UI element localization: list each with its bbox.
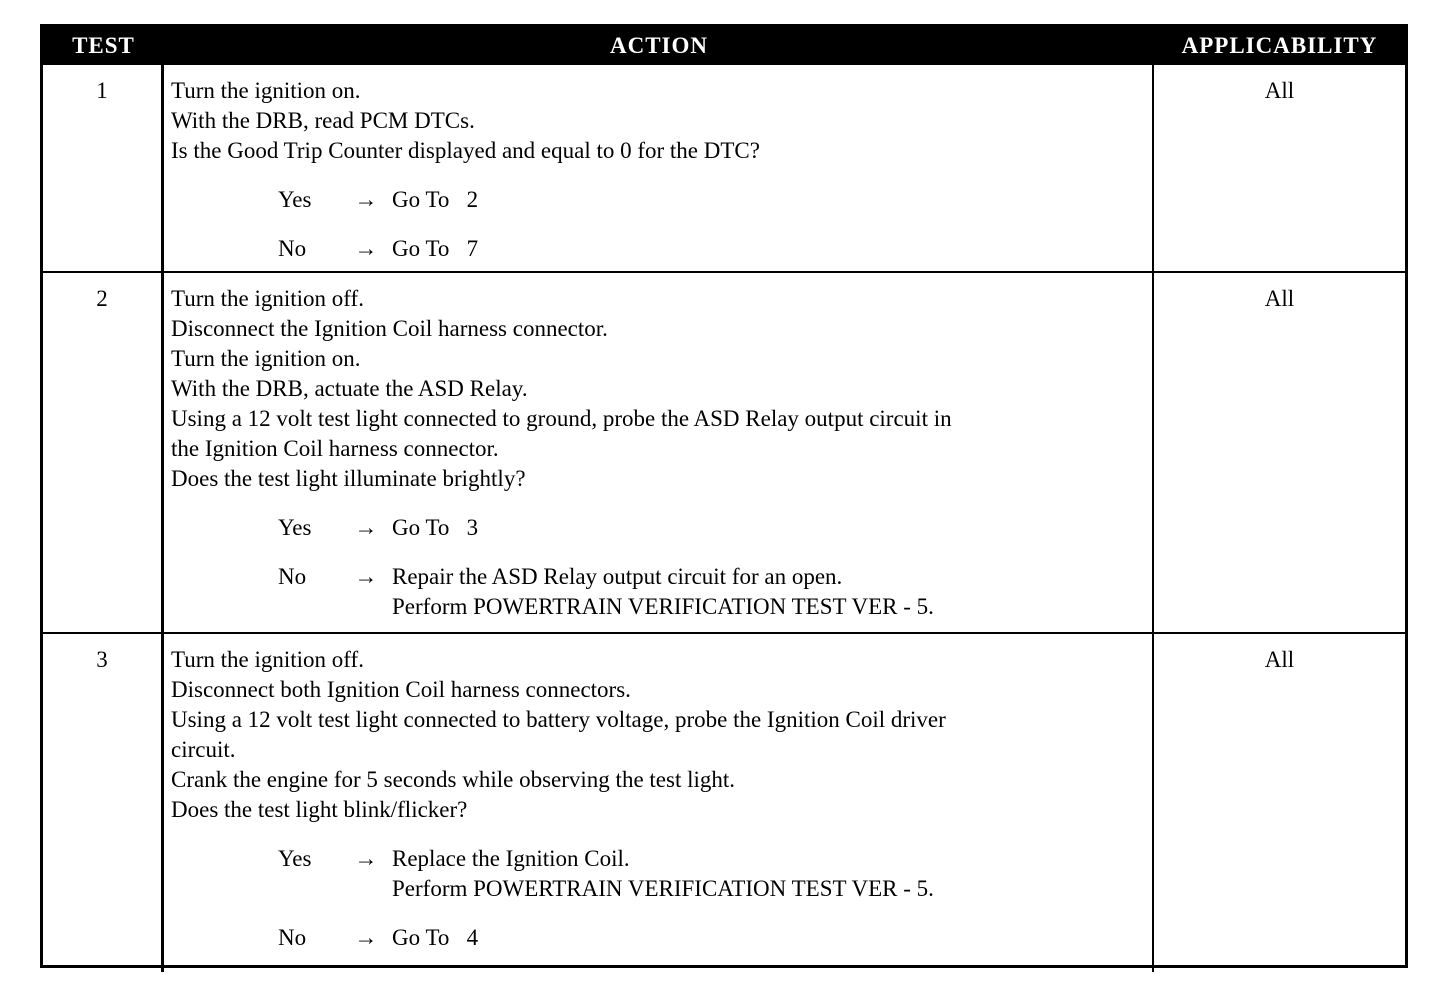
choice-list (171, 513, 1152, 622)
result-line: Perform POWERTRAIN VERIFICATION TEST VER - 5. (392, 594, 934, 619)
choice-list (171, 844, 1152, 953)
action-step: Using a 12 volt test light connected to ground, probe the ASD Relay output circuit in (171, 406, 952, 431)
action-cell (164, 65, 1154, 273)
action-step: Does the test light blink/flicker? (171, 797, 468, 822)
action-step: Turn the ignition on. (171, 78, 361, 103)
action-step: With the DRB, actuate the ASD Relay. (171, 376, 528, 401)
action-step: circuit. (171, 737, 236, 762)
answer-label: Yes (278, 187, 312, 212)
result-line: Repair the ASD Relay output circuit for an open. (392, 564, 843, 589)
header-test: TEST (43, 27, 164, 65)
answer-label: Yes (278, 515, 312, 540)
header-applicability: APPLICABILITY (1154, 27, 1405, 65)
choice-no (171, 234, 1152, 264)
action-step: Does the test light illuminate brightly? (171, 466, 526, 491)
action-step: Using a 12 volt test light connected to battery voltage, probe the Ignition Coil driver (171, 707, 946, 732)
choice-yes (171, 844, 1152, 904)
arrow-icon: → (354, 846, 378, 871)
result-line: Replace the Ignition Coil. (392, 846, 630, 871)
answer-label: No (278, 925, 307, 950)
result-text (392, 844, 934, 904)
action-step: Turn the ignition on. (171, 346, 361, 371)
arrow-icon: → (354, 564, 378, 589)
applicability-value: All (1154, 65, 1405, 273)
arrow-icon: → (354, 515, 378, 540)
applicability-value: All (1154, 273, 1405, 634)
choice-list (171, 185, 1152, 264)
header-action: ACTION (164, 27, 1154, 65)
applicability-value: All (1264, 647, 1295, 672)
choice-no (171, 562, 1152, 622)
action-step: Disconnect the Ignition Coil harness connector. (171, 316, 608, 341)
choice-no (171, 923, 1152, 953)
test-number: 1 (43, 65, 164, 273)
answer-label: No (278, 564, 307, 589)
choice-yes (171, 513, 1152, 543)
diagnostic-test-table (40, 24, 1408, 968)
choice-yes (171, 185, 1152, 215)
action-cell (164, 634, 1154, 972)
test-number: 2 (43, 273, 164, 634)
test-number: 3 (43, 634, 164, 972)
action-step: Disconnect both Ignition Coil harness connectors. (171, 677, 631, 702)
result-text (392, 562, 934, 622)
result-line: Go To 4 (392, 925, 479, 950)
answer-label: No (278, 236, 307, 261)
result-text (392, 185, 478, 215)
action-step: With the DRB, read PCM DTCs. (171, 108, 475, 133)
action-step: the Ignition Coil harness connector. (171, 436, 499, 461)
result-line: Go To 3 (392, 515, 479, 540)
answer-label: Yes (278, 846, 312, 871)
result-text (392, 234, 478, 264)
action-step: Crank the engine for 5 seconds while observing the test light. (171, 767, 736, 792)
action-cell (164, 273, 1154, 634)
arrow-icon: → (354, 187, 378, 212)
result-line: Go To 2 (392, 187, 479, 212)
action-step: Is the Good Trip Counter displayed and equal to 0 for the DTC? (171, 138, 760, 163)
arrow-icon: → (354, 925, 378, 950)
result-line: Perform POWERTRAIN VERIFICATION TEST VER - 5. (392, 876, 934, 901)
action-step: Turn the ignition off. (171, 647, 364, 672)
result-text (392, 513, 478, 543)
action-step: Turn the ignition off. (171, 286, 364, 311)
arrow-icon: → (354, 236, 378, 261)
result-line: Go To 7 (392, 236, 479, 261)
result-text (392, 923, 478, 953)
